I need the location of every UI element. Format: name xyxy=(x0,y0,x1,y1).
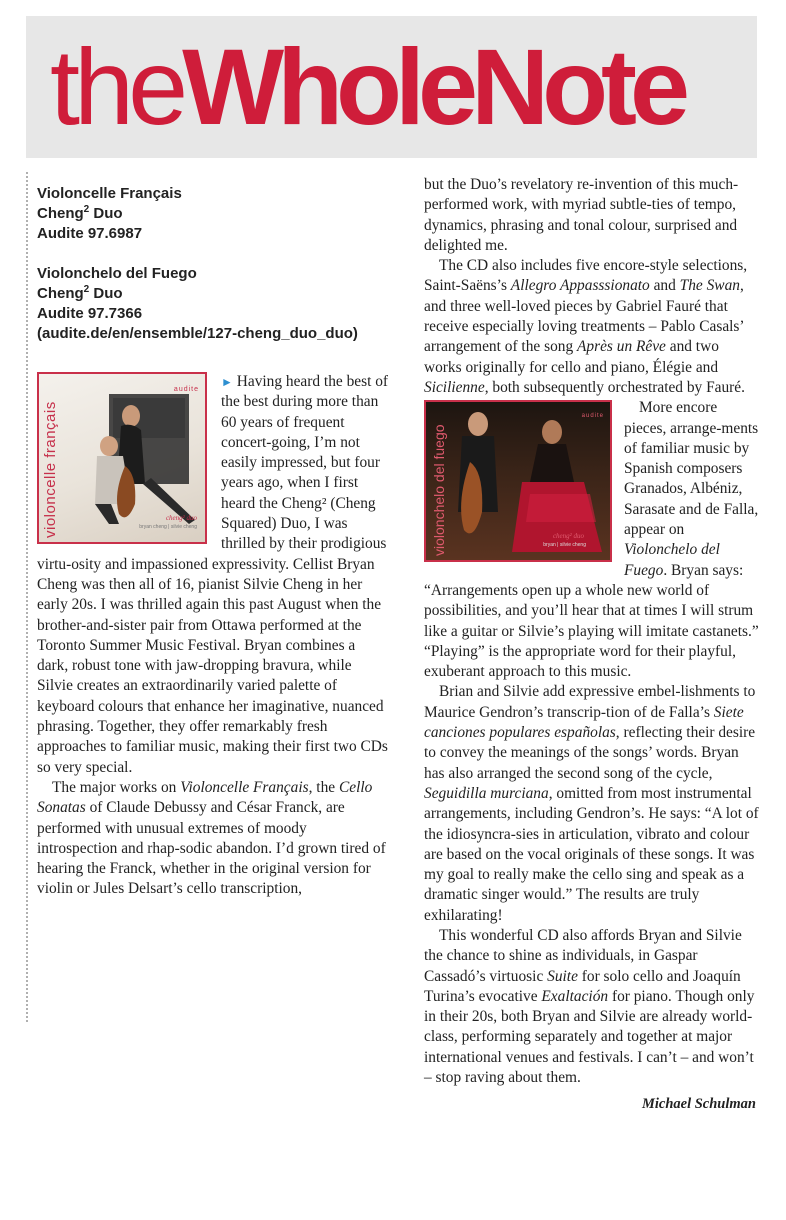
album2-artist xyxy=(37,284,389,304)
p3-text-e: , and three well-loved pieces by Gabriel Fauré that receive especially loving treatments – Pablo Casals’ arrangement of the song xyxy=(424,277,744,356)
p4-text-a: More encore pieces, arrange-ments of familiar music by Spanish composers Granados, Albéniz, Sarasate and de Falla, appear on xyxy=(624,399,759,539)
album1-artist-base: Cheng xyxy=(37,205,84,222)
author-signature: Michael Schulman xyxy=(641,1096,756,1113)
article-body-right xyxy=(424,175,760,1115)
p4-album-title: Violonchelo del Fuego xyxy=(624,541,720,579)
p3-text-a: The CD also includes five encore-style selections, Saint-Saëns’s xyxy=(424,257,748,295)
cover2-names: bryan | silvie cheng xyxy=(543,541,586,548)
logo-main: WholeNote xyxy=(182,26,684,147)
p2-text-a: The major works on xyxy=(52,778,181,796)
paragraph-5 xyxy=(424,682,760,926)
p3-text-i: , both subsequently orchestrated by Fauré. xyxy=(484,378,745,396)
left-column xyxy=(37,184,389,900)
album1-artist-sup: 2 xyxy=(83,204,90,215)
album-credits xyxy=(37,184,389,344)
p5-text-a: Brian and Silvie add expressive embel-lishments to Maurice Gendron’s transcrip-tion of de Falla’s xyxy=(424,683,756,721)
cover2-duo: cheng² duo xyxy=(552,531,584,540)
p6-title-d: Exaltación xyxy=(541,987,609,1005)
album2-link[interactable]: (audite.de/en/ensemble/127-cheng_duo_duo) xyxy=(37,325,358,342)
p3-title-b: Allegro Appasssionato xyxy=(510,277,650,295)
p4-text-c: . Bryan says: “Arrangements open up a whole new world of possibilities, and you’ll hear that at times I will strum like a guitar or Silvie’s playing will imitate castanets.” “Playing” is the appropriate word for their playful, exuberant approach to this music. xyxy=(424,561,759,681)
cover2-title: violonchelo del fuego xyxy=(431,424,447,557)
right-column xyxy=(424,175,760,1115)
album2-title: Violonchelo del Fuego xyxy=(37,265,197,282)
p6-text-a: This wonderful CD also affords Bryan and Silvie the chance to shine as individuals, in Gaspar Cassadó’s virtuosic xyxy=(424,926,742,985)
logo-prefix: the xyxy=(50,26,183,147)
column-divider xyxy=(26,172,28,1022)
paragraph-2 xyxy=(37,778,389,900)
album2-artist-base: Cheng xyxy=(37,285,84,302)
album-cover-violoncelle[interactable] xyxy=(37,372,207,544)
paragraph-3 xyxy=(424,256,760,398)
album-cover-violonchelo[interactable] xyxy=(424,400,612,562)
p5-text-c: , reflecting their desire to convey the meanings of the songs’ words. Bryan has also arranged the second song of the cycle, xyxy=(424,724,756,782)
paragraph-1-text: Having heard the best of the best during more than 60 years of frequent concert-going, I’m not easily impressed, but four years ago, when I first heard the Cheng² (Cheng Squared) Duo, I was thrilled by their prodigious virtu-osity and impassioned expressivity. Cellist Bryan Cheng was then all of 16, pianist Silvie Cheng in her early 20s. I was thrilled again this past August when the brother-and-sister pair from Ottawa performed at the Toronto Summer Music Festival. Bryan combines a dark, robust tone with jaw-dropping bravura, while Silvie creates an extraordinarily varied palette of keyboard colours that enhance her imaginative, nuanced phrasing. Together, they offer remarkably fresh approaches to familiar music, making their first two CDs so very special. xyxy=(37,373,389,776)
album1-artist xyxy=(37,204,389,224)
cover1-title: violoncelle français xyxy=(42,401,59,538)
p3-text-c: and xyxy=(649,277,680,295)
p3-title-h: Sicilienne xyxy=(424,378,485,396)
publication-logo[interactable] xyxy=(50,22,740,152)
p3-title-d: The Swan xyxy=(679,277,740,295)
album1-catalog: Audite 97.6987 xyxy=(37,225,143,242)
p5-title-d: Seguidilla murciana xyxy=(424,784,549,802)
p3-title-f: Après un Rêve xyxy=(577,338,666,356)
p5-title-b: Siete canciones populares españolas xyxy=(424,703,744,742)
paragraph-2-continued: but the Duo’s revelatory re-invention of this much-performed work, with myriad subtle-ties of tempo, dynamics, phrasing and tonal colour, surprised and delighted me. xyxy=(424,176,739,254)
article-body-left xyxy=(37,372,389,900)
play-arrow-icon: ► xyxy=(221,375,233,389)
paragraph-6 xyxy=(424,926,760,1088)
masthead xyxy=(26,16,757,158)
p6-text-c: for solo cello and Joaquín Turina’s evocative xyxy=(424,967,741,1005)
cover1-duo: cheng² duo xyxy=(165,513,197,522)
cover2-brand: audite xyxy=(581,413,604,420)
p3-text-g: and two works originally for cello and piano, Élégie and xyxy=(424,338,719,376)
cover1-brand: audite xyxy=(173,386,199,393)
p6-text-e: for piano. Though only in their 20s, both Bryan and Silvie are already world-class, performing separately and together at major international venues and festivals. I can’t – and won’t – stop raving about them. xyxy=(424,987,755,1087)
album2-catalog: Audite 97.7366 xyxy=(37,305,143,322)
cover1-names: bryan cheng | silvie cheng xyxy=(139,523,197,530)
album1-artist-suffix: Duo xyxy=(89,205,123,222)
p2-album-title: Violoncelle Français xyxy=(180,778,309,796)
p2-text-e: of Claude Debussy and César Franck, are performed with unusual extremes of moody introspection and rhap-sodic abandon. I’d grown tired of hearing the Franck, whether in the original version for violin or Jules Delsart’s cello transcription, xyxy=(37,799,386,898)
p5-text-e: , omitted from most instrumental arrangements, including Gendron’s. He says: “A lot of the idiosyncra-sies in articulation, vibrato and colour are based on the vocal originals of these songs. It was my goal to really make the cello sing and speak as a dramatic singer would.” The results are truly exhilarating! xyxy=(424,784,759,924)
p2-text-c: , the xyxy=(308,778,339,796)
p6-title-b: Suite xyxy=(547,967,578,985)
album2-artist-suffix: Duo xyxy=(89,285,123,302)
p2-work-title: Cello Sonatas xyxy=(37,778,373,817)
album2-artist-sup: 2 xyxy=(83,284,90,295)
album1-title: Violoncelle Français xyxy=(37,185,182,202)
